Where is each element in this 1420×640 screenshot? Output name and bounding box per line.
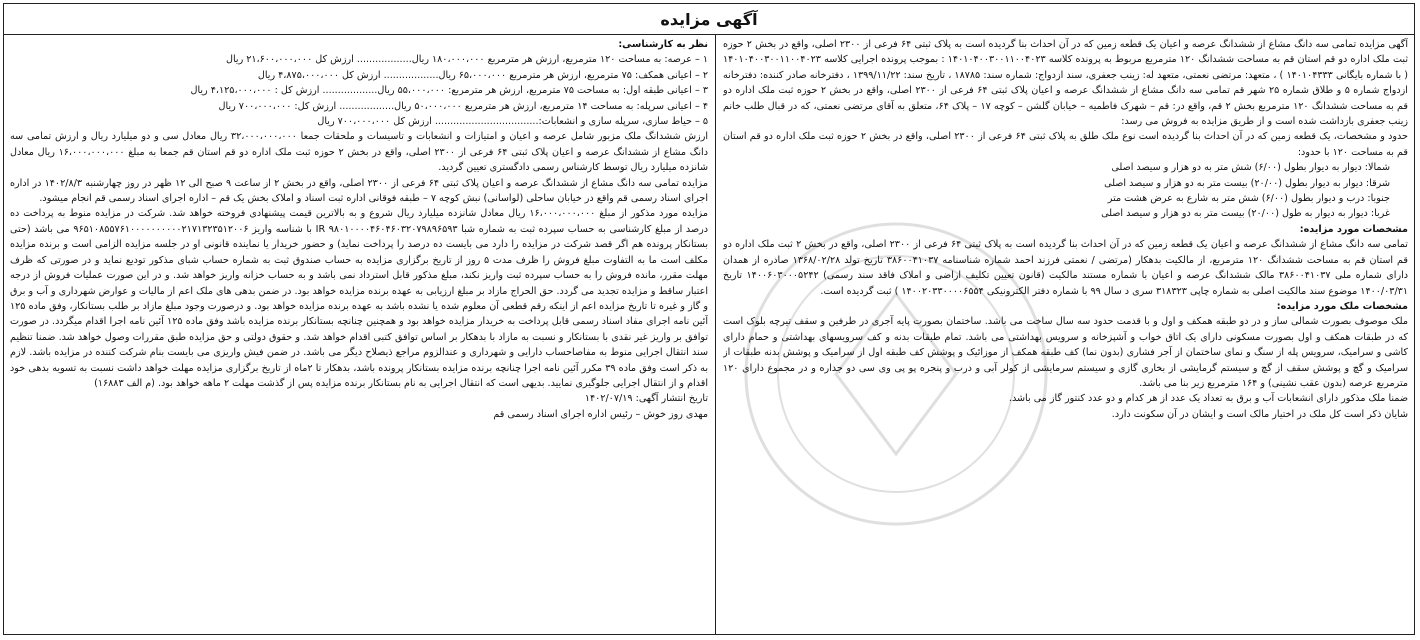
boundary-north: شمالا: دیوار به دیوار بطول (۶/۰۰) شش متر به دو هزار و سیصد اصلی: [1111, 162, 1390, 174]
conditions-paragraph: مزایده مورد مذکور از مبلغ ۱۶،۰۰۰،۰۰۰،۰۰۰ ریال معادل شانزده میلیارد ریال شروع و به بالاترین قیمت پیشنهادی فروخته خواهد شد. شرکت در مزایده منوط به پرداخت ده درصد از مبلغ کارشناسی به حساب سپرده ثبت به شماره شبا IR ۹۸۰۱۰۰۰۰۴۶۰۴۶۰۳۲۰۷۹۸۹۶۵۹۳ با شناسه واریز ۹۶۵۱۰۸۵۵۷۶۱۰۰۰۰۰۰۰۰۰۰۲۱۷۱۳۲۳۵۱۲۰۰۶ می باشد (حتی بستانکار پرونده هم اگر قصد شرکت در مزایده را دارد می بایست ده درصد را پرداخت نماید) و حضور خریدار یا نماینده قانونی او در جلسه مزایده الزامی است و برنده مزایده مکلف است ما به التفاوت مبلغ فروش را ظرف مدت ۵ روز از تاریخ برگزاری مزایده به حساب صندوق ثبت به شماره حساب شبای مذکور تودیع نماید و در صورتی که ظرف مهلت مقرر، مانده فروش را به حساب سپرده ثبت واریز نکند، مبلغ مذکور قابل استرداد نمی باشد و به حساب خزانه واریز خواهد شد. و در این صورت عملیات فروش از درجه اعتبار ساقط و مزایده تجدید می گردد. حق الحراج مازاد بر مبلغ ارزیابی به عهده برنده مزایده خواهد بود. در ضمن بدهی های ملک اعم از مالیات و عوارض شهرداری و آب و برق و گاز و غیره تا تاریخ مزایده اعم از اینکه رقم قطعی آن معلوم شده یا نشده باشد به عهده برنده مزایده خواهد بود. و درصورت وجود مبلغ مازاد بر طلب بستانکار، وفق ماده ۱۲۵ آئین نامه اجرای مفاد اسناد رسمی قابل پرداخت به خریدار مزایده خواهد بود و همچنین چنانچه بستانکار برنده مزایده باشد وفق ماده ۱۲۵ آئین نامه اجرا اقدام میگردد. در صورت توافق بر واریز غیر نقدی با بستانکار و نسبت به مازاد با بدهکار بر اساس توافق کتبی اقدام خواهد شد. و حقوق دولتی و حق مزایده طبق مقررات وصول خواهد شد. ضمنا تنظیم سند انتقال اجرایی منوط به مفاصاحساب دارایی و شهرداری و عندالزوم مراجع ذیصلاح دیگر می باشد. در ضمن فیش واریزی می بایست بنام شرکت کننده در مزایده باشد. لازم به ذکر است وفق ماده ۳۹ مکرر آئین نامه اجرا چنانچه برنده مزایده بستانکار پرونده باشد، بدهکار تا ۲ماه از تاریخ برگزاری مزایده مهلت خواهد داشت نسبت به تسویه بدهی خود اقدام و از انتقال اجرایی جلوگیری نمایید. بدیهی است که انتقال اجرایی به نام بستانکار برنده مزایده پس از گذشت مهلت ۲ ماهه خواهد بود. (م الف ۱۶۸۸۳): [10, 208, 708, 389]
boundary-east: شرقا: دیوار به دیوار بطول (۲۰/۰۰) بیست متر به دو هزار و سیصد اصلی: [1104, 177, 1390, 189]
auction-notice: [3, 3, 1415, 635]
publish-date: تاریخ انتشار آگهی: ۱۴۰۲/۰۷/۱۹: [584, 393, 708, 405]
intro-paragraph: آگهی مزایده تمامی سه دانگ مشاع از ششدانگ عرصه و اعیان یک قطعه زمین که در آن احداث بنا گردیده است به پلاک ثبتی ۶۴ فرعی از ۲۳۰۰ اصلی، واقع در بخش ۲ حوزه ثبت ملک اداره دو قم استان قم به مساحت ششدانگ ۱۲۰ مترمربع مربوط به پرونده کلاسه ۱۴۰۱۰۴۰۰۳۰۰۱۱۰۰۴۰۲۳ : بموجب پرونده اجرایی کلاسه ۱۴۰۱۰۴۰۰۳۰۰۱۱۰۰۴۰۲۳ ( با شماره بایگانی ۱۴۰۱۰۴۳۳۳ ) ، متعهد: مرتضی نعمتی، متعهد له: زینب جعفری، سند ازدواج: شماره سند: ۱۸۷۸۵ ، تاریخ سند: ۱۳۹۹/۱۱/۲۲ ، دفترخانه صادر کننده: دفترخانه ازدواج شماره ۵ و طلاق شماره ۲۵ شهر قم تمامی سه دانگ مشاع از ششدانگ عرصه و اعیان پلاک ثبتی ۶۴ فرعی از ۲۳۰۰ اصلی، واقع در بخش ۲ حوزه ثبت ملک اداره دو قم به مساحت ششدانگ ۱۲۰ مترمربع بخش ۲ قم، واقع در: قم – شهرک فاطمیه – خیابان گلشن – کوچه ۱۷ – پلاک ۶۴، متعلق به آقای مرتضی نعمتی، که در قبال طلب خانم زینب جعفری بازداشت شده است و از طریق مزایده به فروش می رسد:: [723, 39, 1408, 128]
property-paragraph: ملک موصوف بصورت شمالی ساز و در دو طبقه همکف و اول و با قدمت حدود سه سال ساخت می باشد. ساختمان بصورت پایه آجری در طرفین و سقف تیرچه بلوک است که در طبقات همکف و اول بصورت مسکونی دارای یک اتاق خواب و آشپزخانه و سرویس بهداشتی می باشد. تمام طبقات بدنه و کف سرویسهای بهداشتی و حمام دارای کاشی و سرامیک، سرویس پله از سنگ و نمای ساختمان از آجر فشاری (بدون نما) کف طبقه همکف از موزائیک و پوشش کف طبقه اول از سرامیک و پوشش بدنه طبقات از سرامیک و گچ و پوشش سقف از گچ و سیستم گرمایشی از بخاری گازی و سیستم سرمایشی از کولر آبی و درب و پنجره پو پی وی سی دو جداره و در مجموع دارای ۱۲۰ مترمربع عرصه (بدون عقب نشینی) و ۱۶۴ مترمربع زیر بنا می باشد.: [723, 316, 1408, 389]
valuation-item: ۴ – اعیانی سرپله: به مساحت ۱۴ مترمربع، ارزش هر مترمربع ۵۰،۰۰۰،۰۰۰ ریال.................. ارزش کل: ۷۰۰،۰۰۰،۰۰۰ ریال: [218, 100, 708, 112]
column-divider: [715, 34, 716, 634]
specs-heading: مشخصات مورد مزایده:: [1299, 223, 1408, 235]
signature: مهدی روز خوش – رئیس اداره اجرای اسناد رسمی قم: [493, 408, 708, 420]
right-column: [723, 37, 1408, 630]
auction-time-paragraph: مزایده تمامی سه دانگ مشاع از ششدانگ عرصه و اعیان پلاک ثبتی ۶۴ فرعی از ۲۳۰۰ اصلی، واقع در بخش ۲ از ساعت ۹ صبح الی ۱۲ ظهر در روز چهارشنبه ۱۴۰۲/۸/۳ در اداره اجرای اسناد رسمی قم واقع در خیابان ساحلی (لواسانی) نبش کوچه ۷ – طبقه فوقانی اداره ثبت اسناد و املاک بخش یک قم – اداره اجرای اسناد رسمی قم انجام میشود.: [10, 177, 708, 205]
total-value-paragraph: ارزش ششدانگ ملک مزبور شامل عرصه و اعیان و امتیازات و انشعابات و تاسیسات و ملحقات جمعا ۳۲،۰۰۰،۰۰۰،۰۰۰ ریال معادل سی و دو میلیارد ریال و ارزش تمامی سه دانگ مشاع از ششدانگ عرصه و اعیان پلاک ثبتی ۶۴ فرعی از ۲۳۰۰ اصلی، واقع در بخش ۲ حوزه ثبت ملک اداره دو قم استان قم جمعا به مبلغ ۱۶،۰۰۰،۰۰۰،۰۰۰ ریال معادل شانزده میلیارد ریال توسط کارشناس رسمی دادگستری تعیین گردید.: [10, 131, 708, 174]
property-heading: مشخصات ملک مورد مزایده:: [1276, 300, 1408, 312]
specs-paragraph: تمامی سه دانگ مشاع از ششدانگ عرصه و اعیان یک قطعه زمین که در آن احداث بنا گردیده است به پلاک ثبتی ۶۴ فرعی از ۲۳۰۰ اصلی، واقع در بخش ۲ ثبت ملک اداره دو قم استان قم به مساحت ششدانگ ۱۲۰ مترمربع، از مالکیت بدهکار (مرتضی / نعمتی فرزند احمد شماره شناسنامه ۳۸۶۰۰۴۱۰۳۷ تاریخ تولد ۱۳۶۸/۰۲/۲۸ صادره از همدان دارای شماره ملی ۳۸۶۰۰۴۱۰۳۷ مالک ششدانگ عرصه و اعیان با شماره مستند مالکیت (قانون تعیین تکلیف اراضی و املاک فاقد سند رسمی) ۱۴۰۰۶۰۳۰۰۰۵۲۴۲ تاریخ ۱۴۰۰/۰۳/۳۱ موضوع سند مالکیت اصلی به شماره چاپی ۳۱۸۳۲۳ سری د سال ۹۹ با شماره دفتر الکترونیکی ۱۴۰۰۲۰۳۳۰۰۰۰۶۵۵۴ ) ثبت گردیده است.: [723, 239, 1408, 297]
valuation-item: ۵ – حیاط سازی، سرپله سازی و انشعابات:.................................. ارزش کل ۷۰۰،۰۰۰،۰۰۰ ریال: [317, 116, 708, 128]
left-column: [10, 37, 708, 630]
boundaries-intro: حدود و مشخصات، یک قطعه زمین که در آن احداث بنا گردیده است نوع ملک طلق به پلاک ثبتی ۶۴ فرعی از ۲۳۰۰ اصلی، واقع در بخش ۲ حوزه ثبت ملک اداره دو قم استان قم به مساحت ۱۲۰ با حدود:: [723, 131, 1408, 158]
valuation-item: ۳ – اعیانی طبقه اول: به مساحت ۷۵ مترمربع، ارزش هر مترمربع: ۵۵،۰۰۰،۰۰۰ ریال.................. ارزش کل : ۴،۱۲۵،۰۰۰،۰۰۰ ریال: [190, 85, 708, 97]
boundary-south: جنوبا: درب و دیوار بطول (۶/۰۰) شش متر به شارع به عرض هشت متر: [1107, 193, 1390, 205]
valuation-item: ۲ – اعیانی همکف: ۷۵ مترمربع، ارزش هر مترمربع ۶۵،۰۰۰،۰۰۰ ریال.................. ارزش کل ۴،۸۷۵،۰۰۰،۰۰۰ ریال: [257, 69, 708, 81]
title-bar: [4, 4, 1414, 35]
boundary-west: غربا: دیوار به دیوار به طول (۲۰/۰۰) بیست متر به دو هزار و سیصد اصلی: [1101, 208, 1390, 220]
valuation-item: ۱ – عرصه: به مساحت ۱۲۰ مترمربع، ارزش هر مترمربع ۱۸۰،۰۰۰،۰۰۰ ریال.................. ارزش کل ۲۱،۶۰۰،۰۰۰،۰۰۰ ریال: [226, 54, 708, 66]
utilities-paragraph: ضمنا ملک مذکور دارای انشعابات آب و برق به تعداد یک عدد از هر کدام و دو عدد کنتور گاز می باشد.: [1008, 393, 1408, 405]
expert-heading: نظر به کارشناسی:: [618, 39, 708, 50]
notice-title: آگهی مزایده: [660, 9, 758, 29]
occupancy-paragraph: شایان ذکر است کل ملک در اختیار مالک است و ایشان در آن سکونت دارد.: [1111, 408, 1408, 420]
